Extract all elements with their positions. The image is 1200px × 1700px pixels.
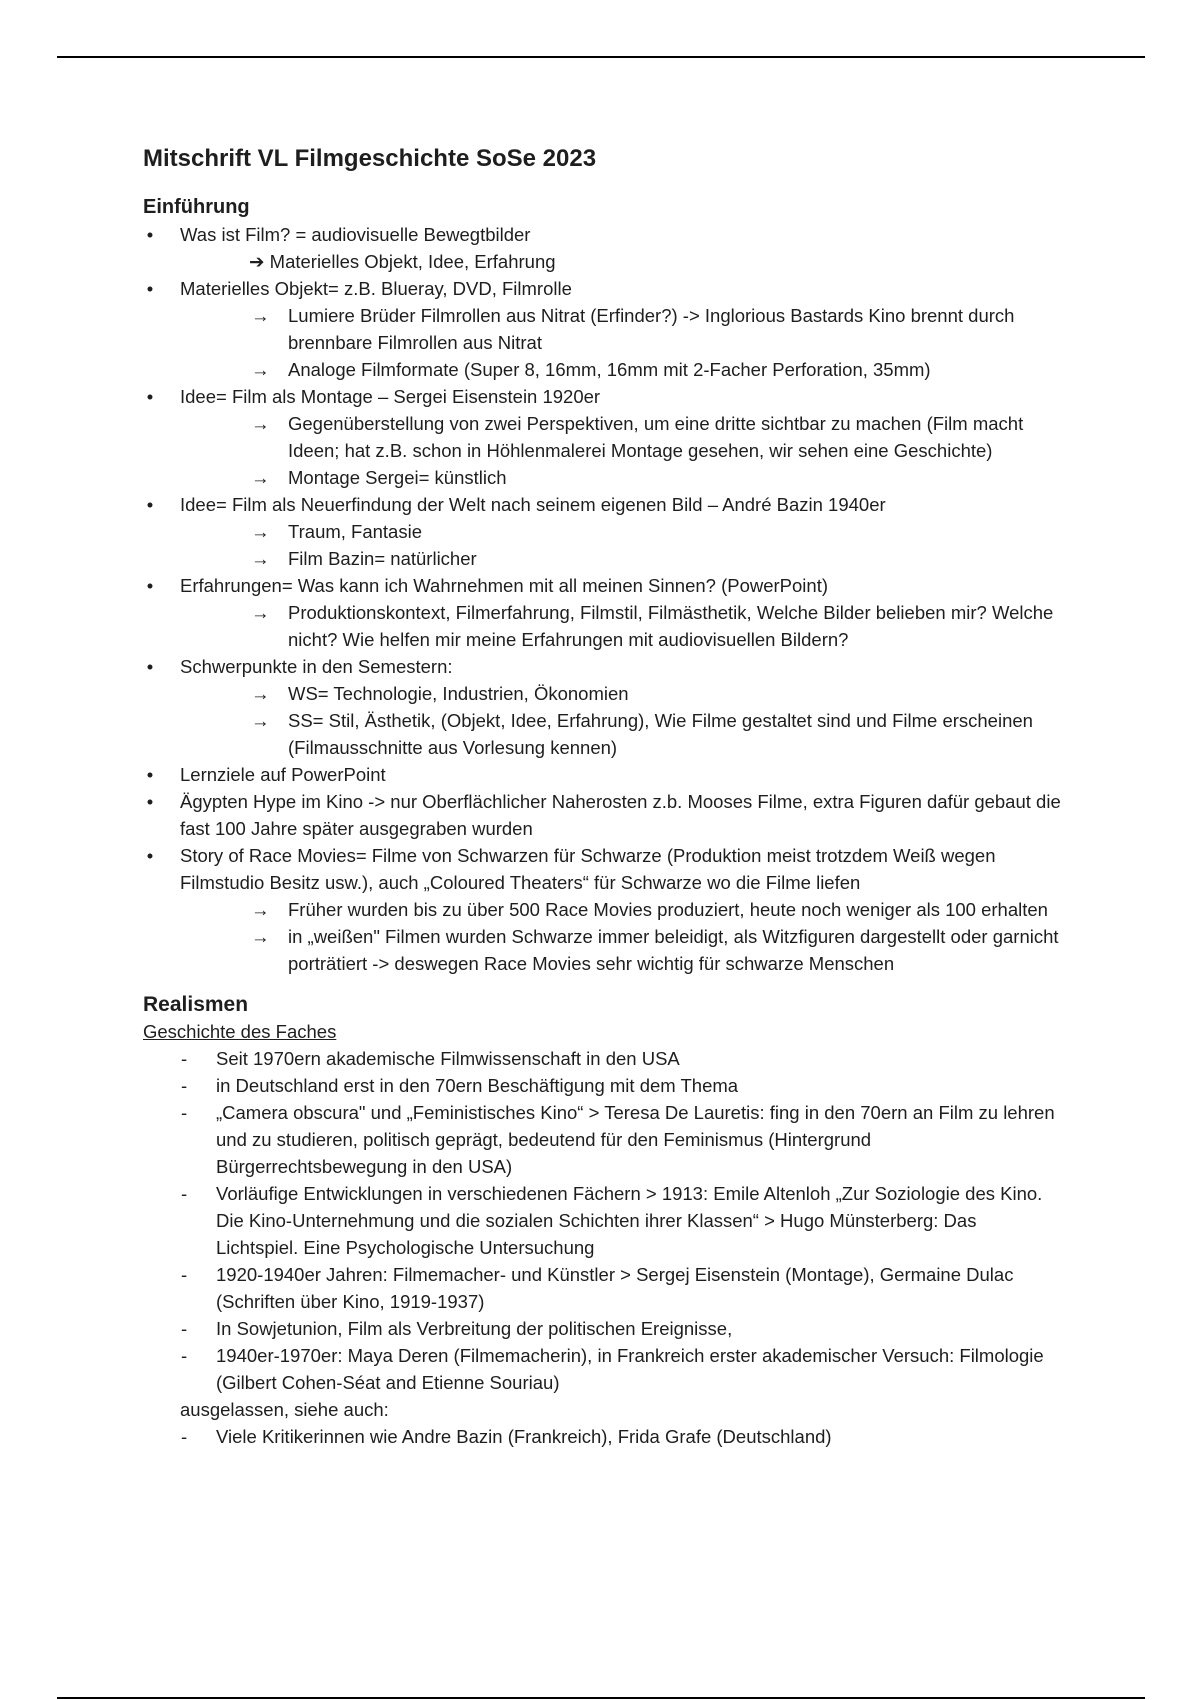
list-item: • Was ist Film? = audiovisuelle Bewegtbilder [143,221,1063,248]
dash-icon: - [181,1345,188,1366]
arrow-icon: → [251,710,270,731]
list-item: • Erfahrungen= Was kann ich Wahrnehmen mit all meinen Sinnen? (PowerPoint) [143,572,1063,599]
list-item: → Lumiere Brüder Filmrollen aus Nitrat (Erfinder?) -> Inglorious Bastards Kino brennt durch brennbare Filmrollen aus Nitrat [143,302,1063,356]
bullet-icon: • [146,791,154,812]
dash-icon: - [181,1048,188,1069]
list-item: → in „weißen" Filmen wurden Schwarze immer beleidigt, als Witzfiguren dargestellt oder garnicht porträtiert -> deswegen Race Movies sehr wichtig für schwarze Menschen [143,923,1063,977]
arrow-icon: → [251,683,270,704]
bullet-icon: • [146,575,154,596]
subheading-geschichte: Geschichte des Faches [143,1021,337,1042]
dash-icon: - [181,1075,188,1096]
arrow-icon: → [251,926,270,947]
list-item: • Ägypten Hype im Kino -> nur Oberflächlicher Naherosten z.b. Mooses Filme, extra Figuren dafür gebaut die fast 100 Jahre später ausgegraben wurden [143,788,1063,842]
list-item: → Produktionskontext, Filmerfahrung, Filmstil, Filmästhetik, Welche Bilder belieben mir? Welche nicht? Wie helfen mir meine Erfahrungen mit audiovisuellen Bildern? [143,599,1063,653]
list-item: → Gegenüberstellung von zwei Perspektiven, um eine dritte sichtbar zu machen (Film macht Ideen; hat z.B. schon in Höhlenmalerei Montage gesehen, wir sehen eine Geschichte) [143,410,1063,464]
section-heading-realismen: Realismen [143,993,249,1016]
list-item: • Schwerpunkte in den Semestern: [143,653,1063,680]
list-item: → WS= Technologie, Industrien, Ökonomien [143,680,1063,707]
arrow-icon: → [251,899,270,920]
arrow-icon: ➔ [249,251,265,272]
list-item: - Seit 1970ern akademische Filmwissenschaft in den USA [143,1045,1063,1072]
list-item: → Traum, Fantasie [143,518,1063,545]
list-item: - 1940er-1970er: Maya Deren (Filmemacherin), in Frankreich erster akademischer Versuch: Filmologie (Gilbert Cohen-Séat and Etienne Souriau) [143,1342,1063,1396]
section-heading-einfuehrung: Einführung [143,196,250,218]
arrow-icon: → [251,548,270,569]
footer-rule [57,1697,1145,1699]
list-item: - Vorläufige Entwicklungen in verschiedenen Fächern > 1913: Emile Altenloh „Zur Soziologie des Kino. Die Kino-Unternehmung und die sozialen Schichten ihrer Klassen“ > Hugo Münsterberg: Das Lichtspiel. Eine Psychologische Untersuchung [143,1180,1063,1261]
dash-icon: - [181,1318,188,1339]
list-item: - in Deutschland erst in den 70ern Beschäftigung mit dem Thema [143,1072,1063,1099]
arrow-icon: → [251,467,270,488]
dash-icon: - [181,1102,188,1123]
list-item: ➔ Materielles Objekt, Idee, Erfahrung [249,251,556,272]
bullet-icon: • [146,656,154,677]
list-item: - In Sowjetunion, Film als Verbreitung der politischen Ereignisse, [143,1315,1063,1342]
list-item: - „Camera obscura" und „Feministisches Kino“ > Teresa De Lauretis: fing in den 70ern an Film zu lehren und zu studieren, politisch geprägt, bedeutend für den Feminismus (Hintergrund Bürgerrechtsbewegung in den USA) [143,1099,1063,1180]
realismen-list [143,1045,1063,1450]
list-item: → SS= Stil, Ästhetik, (Objekt, Idee, Erfahrung), Wie Filme gestaltet sind und Filme erscheinen (Filmausschnitte aus Vorlesung kennen) [143,707,1063,761]
list-note: ausgelassen, siehe auch: [180,1399,389,1420]
dash-icon: - [181,1183,188,1204]
list-item: → Früher wurden bis zu über 500 Race Movies produziert, heute noch weniger als 100 erhalten [143,896,1063,923]
list-item: - 1920-1940er Jahren: Filmemacher- und Künstler > Sergej Eisenstein (Montage), Germaine Dulac (Schriften über Kino, 1919-1937) [143,1261,1063,1315]
einfuehrung-list [143,221,1063,977]
dash-icon: - [181,1264,188,1285]
list-item: → Film Bazin= natürlicher [143,545,1063,572]
arrow-icon: → [251,602,270,623]
dash-icon: - [181,1426,188,1447]
arrow-icon: → [251,521,270,542]
document-body [143,142,1063,1450]
bullet-icon: • [146,494,154,515]
bullet-icon: • [146,764,154,785]
bullet-icon: • [146,845,154,866]
list-item: • Story of Race Movies= Filme von Schwarzen für Schwarze (Produktion meist trotzdem Weiß wegen Filmstudio Besitz usw.), auch „Coloured Theaters“ für Schwarze wo die Filme liefen [143,842,1063,896]
list-item: → Analoge Filmformate (Super 8, 16mm, 16mm mit 2-Facher Perforation, 35mm) [143,356,1063,383]
arrow-icon: → [251,305,270,326]
list-item: • Materielles Objekt= z.B. Blueray, DVD, Filmrolle [143,275,1063,302]
list-item: • Idee= Film als Neuerfindung der Welt nach seinem eigenen Bild – André Bazin 1940er [143,491,1063,518]
list-item: • Idee= Film als Montage – Sergei Eisenstein 1920er [143,383,1063,410]
bullet-icon: • [146,224,154,245]
arrow-icon: → [251,413,270,434]
page-title: Mitschrift VL Filmgeschichte SoSe 2023 [143,145,597,172]
bullet-icon: • [146,386,154,407]
list-item: → Montage Sergei= künstlich [143,464,1063,491]
arrow-icon: → [251,359,270,380]
list-item: • Lernziele auf PowerPoint [143,761,1063,788]
bullet-icon: • [146,278,154,299]
list-item: - Viele Kritikerinnen wie Andre Bazin (Frankreich), Frida Grafe (Deutschland) [143,1423,1063,1450]
header-rule [57,56,1145,58]
